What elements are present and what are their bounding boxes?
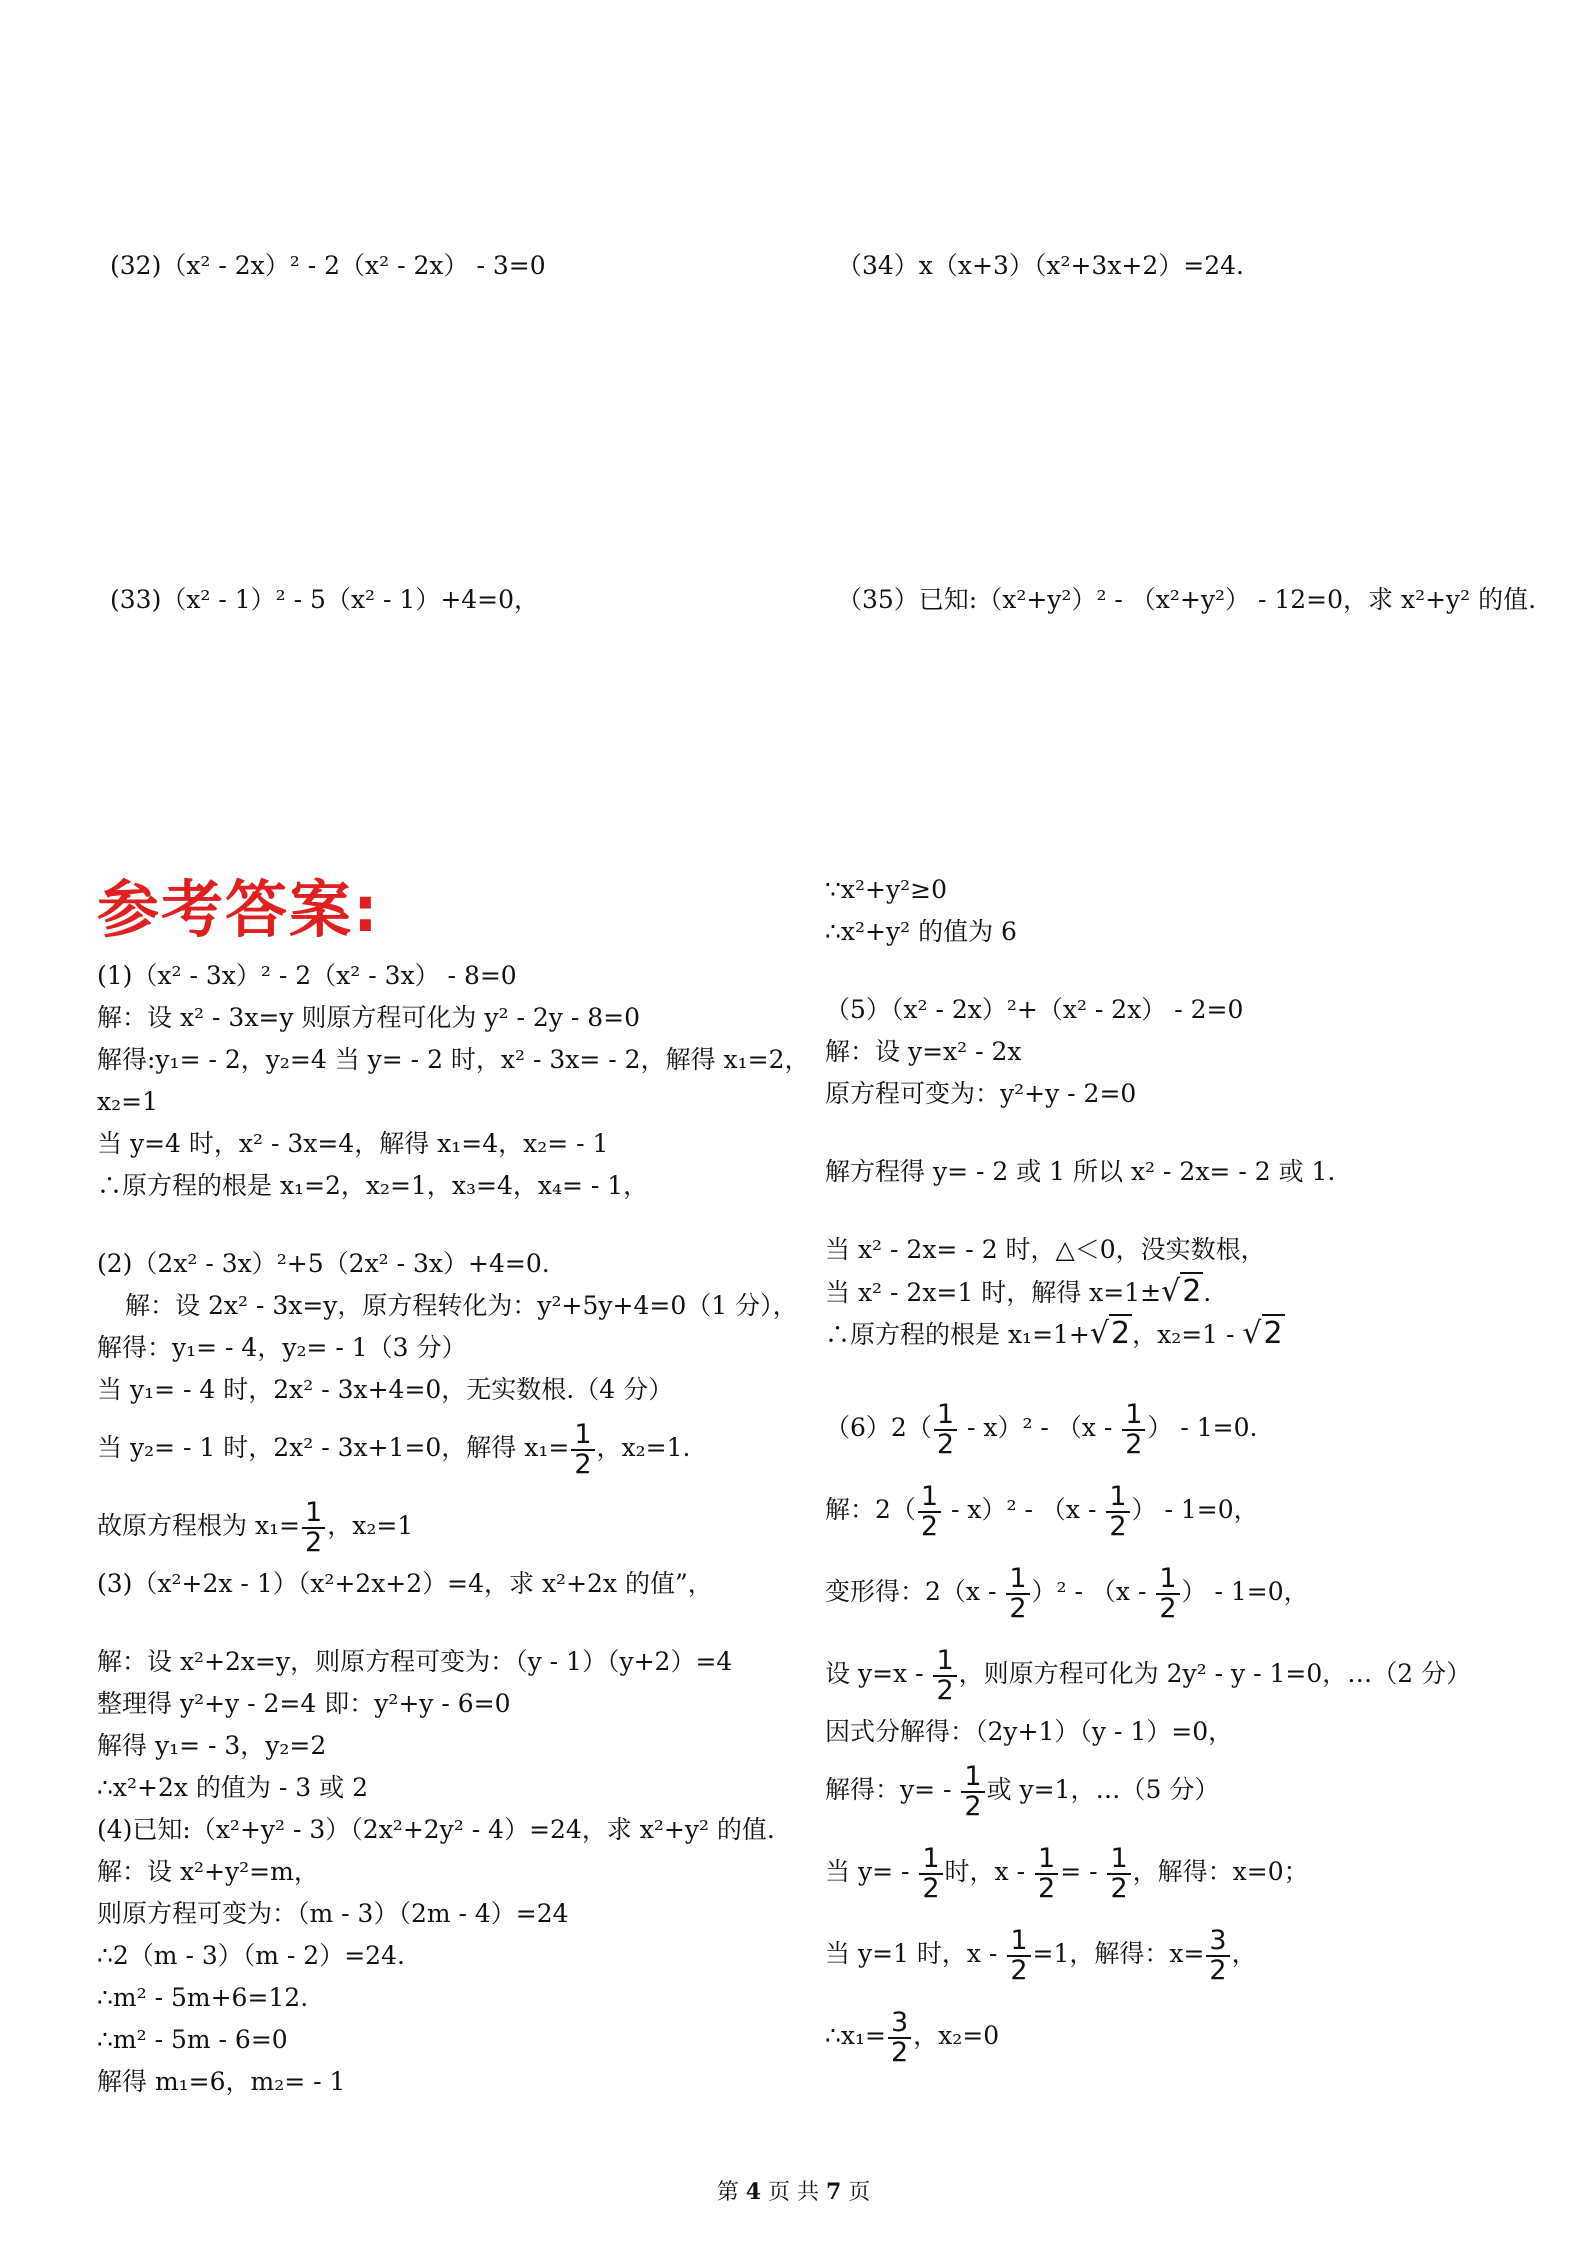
denominator: 2 xyxy=(934,1429,957,1459)
answer-text: 当 y₂= - 1 时，2x² - 3x+1=0，解得 x₁= xyxy=(97,1433,570,1462)
denominator: 2 xyxy=(1035,1873,1058,1903)
numerator: 3 xyxy=(890,2006,909,2038)
answer-text: =1，解得：x= xyxy=(1032,1939,1205,1968)
denominator: 2 xyxy=(1107,1873,1130,1903)
answer-line xyxy=(825,2002,1545,2070)
answer-text: ∴x₁= xyxy=(825,2021,886,2050)
answer-line: 解方程得 y= - 2 或 1 所以 x² - 2x= - 2 或 1. xyxy=(825,1157,1336,1186)
footer-suffix: 页 xyxy=(841,2180,871,2205)
answer-line xyxy=(97,1492,777,1560)
answer-text: - x）² - （x - xyxy=(959,1413,1121,1442)
denominator: 2 xyxy=(918,1511,941,1541)
answer-line: 因式分解得：（2y+1）（y - 1）=0， xyxy=(825,1717,1234,1746)
numerator: 1 xyxy=(305,1496,323,1528)
numerator: 1 xyxy=(1125,1398,1143,1430)
answer-line: 当 x² - 2x= - 2 时，△＜0，没实数根， xyxy=(825,1235,1266,1264)
denominator: 2 xyxy=(1206,1955,1229,1985)
answer-line: 当 y=4 时，x² - 3x=4，解得 x₁=4，x₂= - 1 xyxy=(97,1129,609,1158)
answer-line: ∵x²+y²≥0 xyxy=(825,875,947,904)
fraction-one-half xyxy=(1122,1398,1145,1460)
fraction-one-half xyxy=(934,1398,957,1460)
answers-title: 参考答案: xyxy=(97,873,380,946)
answer-line: 解得:y₁= - 2，y₂=4 当 y= - 2 时，x² - 3x= - 2，解得 x₁=2， xyxy=(97,1045,810,1074)
radicand: 2 xyxy=(1111,1316,1131,1351)
fraction-one-half xyxy=(919,1842,942,1904)
numerator: 1 xyxy=(964,1760,982,1792)
answer-line: 解得 y₁= - 3，y₂=2 xyxy=(97,1731,327,1760)
fraction-one-half xyxy=(302,1496,325,1558)
answer-line: 解：设 y=x² - 2x xyxy=(825,1037,1022,1066)
answer-line: 解得 m₁=6，m₂= - 1 xyxy=(97,2067,346,2096)
sqrt-two: √2 xyxy=(1242,1316,1283,1351)
current-page-number: 4 xyxy=(745,2179,761,2205)
answer-text: ） - 1=0， xyxy=(1131,1495,1259,1524)
fraction-three-halves xyxy=(1206,1924,1229,1986)
answer-text: （6）2（ xyxy=(825,1413,932,1442)
fraction-one-half xyxy=(1107,1842,1130,1904)
answer-line: 当 y₁= - 4 时，2x² - 3x+4=0，无实数根.（4 分） xyxy=(97,1375,674,1404)
answer-line: 解：设 x²+y²=m， xyxy=(97,1857,319,1886)
answer-line: 解：设 x² - 3x=y 则原方程可化为 y² - 2y - 8=0 xyxy=(97,1003,640,1032)
sqrt-two: √2 xyxy=(1089,1316,1131,1351)
denominator: 2 xyxy=(1006,1593,1029,1623)
answer-line xyxy=(97,1414,777,1482)
answer-line xyxy=(825,1394,1545,1462)
fraction-one-half xyxy=(918,1480,941,1542)
answer-line: ∴原方程的根是 x₁=2，x₂=1，x₃=4，x₄= - 1， xyxy=(97,1171,649,1200)
fraction-one-half xyxy=(1006,1562,1029,1624)
total-page-number: 7 xyxy=(825,2179,842,2205)
fraction-three-halves xyxy=(888,2006,911,2068)
answer-text: 当 y=1 时，x - xyxy=(825,1939,1006,1968)
denominator: 2 xyxy=(888,2037,911,2067)
answer-text: ） - 1=0. xyxy=(1147,1413,1258,1442)
question-33: (33)（x² - 1）² - 5（x² - 1）+4=0， xyxy=(110,585,540,614)
answer-line: (2)（2x² - 3x）²+5（2x² - 3x）+4=0. xyxy=(97,1249,550,1278)
footer-mid: 页 共 xyxy=(761,2180,826,2205)
numerator: 1 xyxy=(1009,1562,1027,1594)
fraction-one-half xyxy=(1106,1480,1129,1542)
answer-line: （5）（x² - 2x）²+（x² - 2x） - 2=0 xyxy=(825,995,1244,1024)
answer-text: 当 y= - xyxy=(825,1857,918,1886)
numerator: 1 xyxy=(1038,1842,1056,1874)
answer-line xyxy=(825,1476,1545,1544)
answer-text: - x）² - （x - xyxy=(943,1495,1105,1524)
denominator: 2 xyxy=(1122,1429,1145,1459)
answer-line: ∴m² - 5m - 6=0 xyxy=(97,2025,288,2054)
numerator: 3 xyxy=(1209,1924,1227,1956)
numerator: 1 xyxy=(1159,1562,1177,1594)
denominator: 2 xyxy=(933,1675,956,1705)
answer-line: 整理得 y²+y - 2=4 即：y²+y - 6=0 xyxy=(97,1689,511,1718)
denominator: 2 xyxy=(1156,1593,1179,1623)
denominator: 2 xyxy=(1007,1955,1030,1985)
answer-line: 解：设 x²+2x=y，则原方程可变为：（y - 1）（y+2）=4 xyxy=(97,1647,733,1676)
answer-line: ∴x²+y² 的值为 6 xyxy=(825,917,1017,946)
answer-text: 故原方程根为 x₁= xyxy=(97,1511,301,1540)
radicand: 2 xyxy=(1263,1316,1283,1351)
denominator: 2 xyxy=(961,1791,984,1821)
fraction-one-half xyxy=(1035,1842,1058,1904)
answer-line xyxy=(825,1838,1545,1906)
answer-text: ，x₂=1 xyxy=(327,1511,414,1540)
numerator: 1 xyxy=(922,1842,940,1874)
fraction-one-half xyxy=(933,1644,956,1706)
answer-text: ， xyxy=(1231,1939,1257,1968)
answer-line: ∴m² - 5m+6=12. xyxy=(97,1983,309,2012)
answer-text: = - xyxy=(1060,1857,1106,1886)
answer-text: ，x₂=1. xyxy=(596,1433,691,1462)
answer-line: (4)已知:（x²+y² - 3）（2x²+2y² - 4）=24，求 x²+y² 的值. xyxy=(97,1815,775,1844)
answer-line xyxy=(825,1640,1545,1708)
question-34: （34）x（x+3）（x²+3x+2）=24. xyxy=(837,251,1244,280)
answer-text: ，x₂=0 xyxy=(913,2021,1000,2050)
answer-line xyxy=(825,1274,1545,1310)
numerator: 1 xyxy=(574,1418,592,1450)
answer-text: ）² - （x - xyxy=(1031,1577,1155,1606)
answer-line: 解：设 2x² - 3x=y，原方程转化为：y²+5y+4=0（1 分）， xyxy=(125,1291,798,1320)
answer-line: x₂=1 xyxy=(97,1087,158,1116)
answer-text: 解：2（ xyxy=(825,1495,916,1524)
answer-text: ，解得：x=0； xyxy=(1132,1857,1309,1886)
answer-text: ，x₂=1 - xyxy=(1132,1320,1243,1349)
answer-line: (1)（x² - 3x）² - 2（x² - 3x） - 8=0 xyxy=(97,961,517,990)
question-32: (32)（x² - 2x）² - 2（x² - 2x） - 3=0 xyxy=(110,251,546,280)
fraction-one-half xyxy=(1007,1924,1030,1986)
left-answer-column xyxy=(97,958,810,2100)
answer-text: ，则原方程可化为 2y² - y - 1=0，…（2 分） xyxy=(958,1659,1472,1688)
sqrt-two: √2 xyxy=(1161,1274,1202,1309)
numerator: 1 xyxy=(920,1480,939,1512)
denominator: 2 xyxy=(302,1527,325,1557)
fraction-one-half xyxy=(1156,1562,1179,1624)
page-footer xyxy=(0,2177,1587,2208)
answer-text: 或 y=1，…（5 分） xyxy=(986,1775,1220,1804)
answer-text: ∴原方程的根是 x₁=1+ xyxy=(825,1320,1090,1349)
answer-text: 时，x - xyxy=(944,1857,1033,1886)
answer-line: ∴x²+2x 的值为 - 3 或 2 xyxy=(97,1773,368,1802)
numerator: 1 xyxy=(1109,1480,1127,1512)
answer-text: 当 x² - 2x=1 时，解得 x=1± xyxy=(825,1278,1162,1307)
answer-text: . xyxy=(1203,1278,1212,1307)
denominator: 2 xyxy=(571,1449,594,1479)
answer-line: 解得：y₁= - 4，y₂= - 1（3 分） xyxy=(97,1333,467,1362)
answer-line: ∴2（m - 3）（m - 2）=24. xyxy=(97,1941,405,1970)
fraction-one-half xyxy=(961,1760,984,1822)
numerator: 1 xyxy=(936,1644,954,1676)
answer-line: (3)（x²+2x - 1）（x²+2x+2）=4，求 x²+2x 的值”， xyxy=(97,1569,713,1598)
question-35: （35）已知:（x²+y²）² - （x²+y²） - 12=0，求 x²+y² 的值. xyxy=(837,585,1537,614)
numerator: 1 xyxy=(936,1398,954,1430)
numerator: 1 xyxy=(1010,1924,1028,1956)
right-answer-column xyxy=(825,872,1545,2070)
numerator: 1 xyxy=(1110,1842,1128,1874)
footer-prefix: 第 xyxy=(716,2180,746,2205)
answer-text: 设 y=x - xyxy=(825,1659,932,1688)
fraction-one-half xyxy=(571,1418,594,1480)
answer-line: 则原方程可变为：（m - 3）（2m - 4）=24 xyxy=(97,1899,569,1928)
denominator: 2 xyxy=(919,1873,942,1903)
denominator: 2 xyxy=(1106,1511,1129,1541)
answer-line xyxy=(825,1558,1545,1626)
answer-text: ） - 1=0， xyxy=(1181,1577,1309,1606)
answer-line xyxy=(825,1316,1545,1352)
radicand: 2 xyxy=(1182,1274,1202,1309)
answer-text: 解得：y= - xyxy=(825,1775,960,1804)
answer-line xyxy=(825,1756,1545,1824)
answer-line xyxy=(825,1920,1545,1988)
answer-text: 变形得：2（x - xyxy=(825,1577,1005,1606)
answer-line: 原方程可变为：y²+y - 2=0 xyxy=(825,1079,1137,1108)
